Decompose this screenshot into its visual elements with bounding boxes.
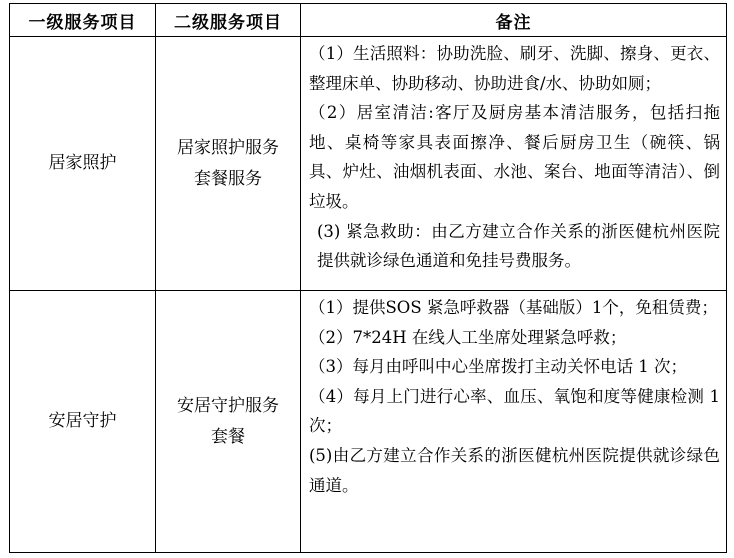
note-item: （1）生活照料：协助洗脸、刷牙、洗脚、擦身、更衣、整理床单、协助移动、协助进食/水、协助如厕； — [309, 44, 720, 93]
notes-cell — [301, 291, 727, 553]
note-item: （4）每月上门进行心率、血压、氧饱和度等健康检测 1 次； — [309, 386, 720, 436]
note-item: （2）7*24H 在线人工坐席处理紧急呼救； — [309, 327, 627, 347]
service-table — [9, 3, 727, 553]
note-item: （3）每月由呼叫中心坐席拨打主动关怀电话 1 次； — [309, 357, 687, 377]
level1-cell: 居家照护 — [10, 37, 156, 291]
level2-cell — [156, 291, 301, 553]
header-level1: 一级服务项目 — [10, 4, 156, 37]
note-item: (3) 紧急救助：由乙方建立合作关系的浙医健杭州医院提供就诊绿色通道和免挂号费服务。 — [317, 221, 720, 271]
level1-cell: 安居守护 — [10, 291, 156, 553]
note-item: (5)由乙方建立合作关系的浙医健杭州医院提供就诊绿色通道。 — [309, 445, 720, 495]
table-row-home-care — [10, 37, 727, 291]
table-row-safe-home — [10, 291, 727, 553]
header-level2: 二级服务项目 — [156, 4, 301, 37]
header-notes: 备注 — [301, 4, 727, 37]
header-row — [10, 4, 727, 37]
note-item: （2）居室清洁:客厅及厨房基本清洁服务，包括扫拖地、桌椅等家具表面擦净、餐后厨房卫生（碗筷、锅具、炉灶、油烟机表面、水池、案台、地面等清洁）、倒垃圾。 — [309, 103, 720, 211]
note-item: （1）提供SOS 紧急呼救器（基础版）1个，免租赁费； — [309, 298, 718, 317]
level2-cell — [156, 37, 301, 291]
level2-text: 居家照护服务套餐服务 — [177, 137, 279, 189]
level2-text: 安居守护服务套餐 — [177, 395, 279, 447]
notes-cell — [301, 37, 727, 291]
